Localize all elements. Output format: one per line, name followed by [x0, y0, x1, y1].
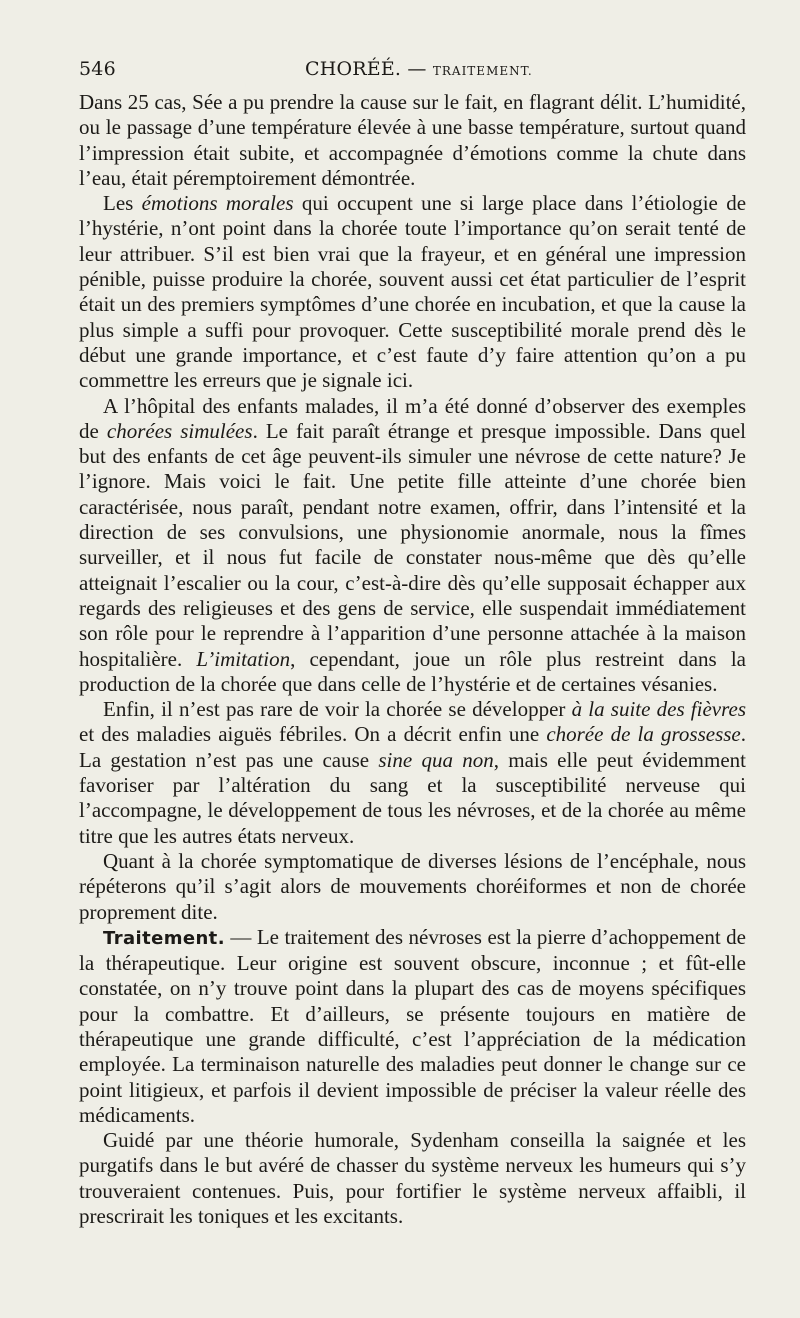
paragraph-text: . Le fait paraît étrange et presque impossible. Dans quel but des enfants de cet âge peuvent-ils simuler une névrose de cette nature? Je l’ignore. Mais voici le fait. Une petite fille atteinte d’une chorée bien caractérisée, nous paraît, pendant notre examen, offrir, dans l’intensité et la direction de ses convulsions, une physionomie anormale, nous la fîmes surveiller, et il nous fut facile de constater nous-même que dès qu’elle atteignait l’escalier ou la cour, c’est-à-dire dès qu’elle supposait échapper aux regards des religieuses et des gens de service, elle suspendait immédiatement son rôle pour le reprendre à l’apparition d’une personne attachée à la maison hospitalière. — [79, 418, 746, 671]
italic-text: chorées simulées — [106, 418, 253, 443]
paragraph-text: Guidé par une théorie humorale, Sydenham conseilla la saignée et les purgatifs dans le but avéré de chasser du système nerveux les humeurs qui s’y trouveraient contenues. Puis, pour fortifier le système nerveux affaibli, il prescrirait les toniques et les excitants. — [79, 1128, 746, 1229]
body-text — [79, 90, 746, 1229]
paragraph — [79, 90, 746, 191]
italic-text: à la suite des fièvres — [571, 697, 746, 722]
section-heading: Traitement. — [103, 927, 225, 949]
italic-text: sine qua non — [378, 747, 494, 772]
running-header — [79, 54, 746, 84]
paragraph — [79, 697, 746, 849]
italic-text: chorée de la grossesse — [546, 722, 741, 747]
paragraph — [79, 849, 746, 925]
paragraph-text: A l’hôpital des enfants malades, il m’a été donné d’observer des exemples de — [79, 393, 746, 443]
paragraph-text: Enfin, il n’est pas rare de voir la chorée se développer — [103, 697, 572, 722]
paragraph — [79, 191, 746, 393]
paragraph-text: Dans 25 cas, Sée a pu prendre la cause sur le fait, en flagrant délit. L’humidité, ou le passage d’une température élevée à une basse température, surtout quand l’impression était subite, et accompagnée d’émotions comme la chute dans l’eau, était péremptoirement démontrée. — [79, 90, 746, 190]
italic-text: émotions morales — [141, 191, 294, 216]
paragraph-text: , cependant, joue un rôle plus restreint dans la production de la chorée que dans celle de l’hystérie et de certaines vésanies. — [79, 646, 747, 696]
section-subtitle: TRAITEMENT. — [432, 64, 533, 78]
paragraph-text: qui occupent une si large place dans l’étiologie de l’hystérie, n’ont point dans la chorée toute l’importance qu’on serait tenté de leur attribuer. S’il est bien vrai que la frayeur, et en général une impression pénible, puisse produire la chorée, souvent aussi cet état particulier de l’esprit était un des premiers symptômes d’une chorée en incubation, et que la cause la plus simple a suffi pour provoquer. Cette susceptibilité morale prend dès le début une grande importance, et c’est faute d’y faire attention qu’on a pu commettre les erreurs que je signale ici. — [79, 191, 747, 393]
title-separator: — — [401, 58, 433, 80]
paragraph-text: , mais elle peut évidemment favoriser par l’altération du sang et la susceptibilité nerveuse qui l’accompagne, le développement de tous les névroses, et de la chorée au même titre que les autres états nerveux. — [79, 747, 746, 848]
page-number: 546 — [79, 58, 116, 80]
paragraph — [79, 394, 746, 698]
paragraph-text: et des maladies aiguës fébriles. On a décrit enfin une — [79, 722, 547, 747]
paragraph-text: Les — [103, 191, 142, 216]
paragraph — [79, 1128, 746, 1229]
paragraph-text: Quant à la chorée symptomatique de diverses lésions de l’encéphale, nous répéterons qu’il s’agit alors de mouvements choréiformes et non de chorée proprement dite. — [79, 848, 746, 924]
paragraph — [79, 925, 746, 1128]
running-title — [305, 54, 533, 86]
paragraph-text: — Le traitement des névroses est la pierre d’achoppement de la thérapeutique. Leur origine est souvent obscure, inconnue ; et fût-elle constatée, on n’y trouve point dans la plupart des cas de moyens spécifiques pour la combattre. Et d’ailleurs, se présente toujours en matière de thérapeutique une grande difficulté, c’est l’appréciation de la médication employée. La terminaison naturelle des maladies peut donner le change sur ce point litigieux, et parfois il devient impossible de préciser la valeur réelle des médicaments. — [79, 924, 746, 1127]
italic-text: L’imitation — [196, 646, 291, 671]
chapter-title: CHORÉÉ. — [305, 58, 402, 80]
paragraph-text: . La gestation n’est pas une cause — [79, 722, 746, 772]
